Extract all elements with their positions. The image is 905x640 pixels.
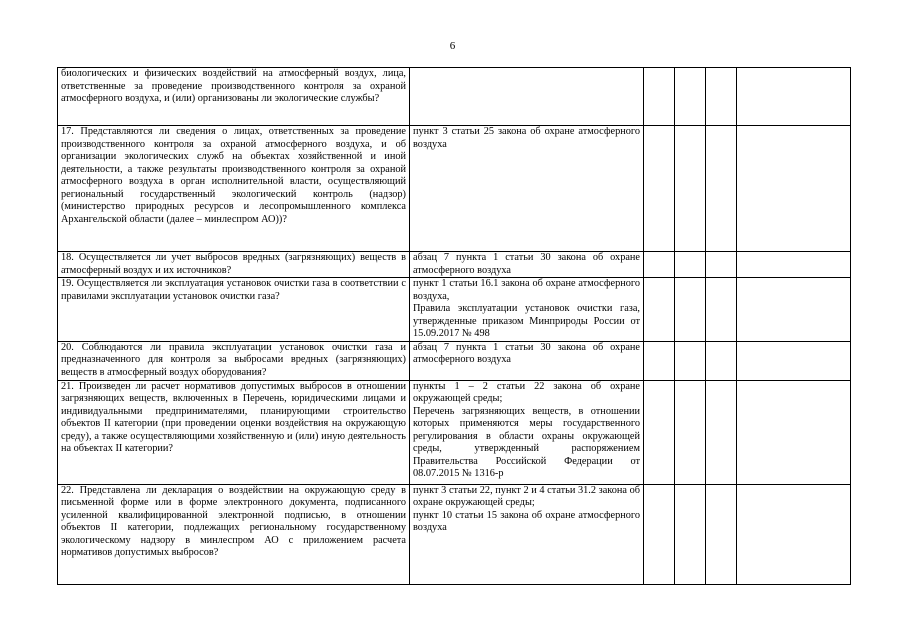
answer-no-cell [675,380,706,484]
answer-no-cell [675,126,706,252]
answer-no-cell [675,68,706,126]
answer-no-cell [675,252,706,278]
legal-reference-line: пункт 1 статьи 16.1 закона об охране атмосферного воздуха, [413,278,640,302]
answer-yes-cell [644,341,675,380]
checklist-table [57,67,851,585]
answer-na-cell [706,68,737,126]
legal-reference-cell [410,341,644,380]
answer-na-cell [706,484,737,584]
table-row [58,380,851,484]
answer-na-cell [706,380,737,484]
legal-reference-cell [410,380,644,484]
legal-reference-cell [410,278,644,342]
answer-na-cell [706,252,737,278]
answer-yes-cell [644,68,675,126]
question-cell: 20. Соблюдаются ли правила эксплуатации установок очистки газа и предназначенного для контроля за выбросами вредных (загрязняющих) веществ в атмосферный воздух оборудования? [58,341,410,380]
table-row [58,252,851,278]
answer-na-cell [706,278,737,342]
table-row [58,341,851,380]
legal-reference-cell [410,484,644,584]
legal-reference-line: пункт 3 статьи 22, пункт 2 и 4 статьи 31.2 закона об охране окружающей среды; [413,484,640,508]
table-row [58,126,851,252]
legal-reference-cell [410,252,644,278]
question-cell: биологических и физических воздействий на атмосферный воздух, лица, ответственные за проведение производственного контроля за охраной атмосферного воздуха, и (или) организованы ли экологические службы? [58,68,410,126]
legal-reference-line: пункт 10 статьи 15 закона об охране атмосферного воздуха [413,509,640,533]
answer-no-cell [675,278,706,342]
legal-reference-line: Правила эксплуатации установок очистки газа, утвержденные приказом Минприроды России от 15.09.2017 № 498 [413,303,640,339]
legal-reference-cell [410,126,644,252]
legal-reference-line: пункт 3 статьи 25 закона об охране атмосферного воздуха [413,126,640,150]
note-cell [737,278,851,342]
answer-yes-cell [644,252,675,278]
note-cell [737,484,851,584]
question-cell: 17. Представляются ли сведения о лицах, ответственных за проведение производственного контроля за охраной атмосферного воздуха, и об организации экологических служб на объектах хозяйственной и иной деятельности, а также результаты производственного контроля за охраной атмосферного воздуха в орган исполнительной власти, осуществляющий региональный государственный экологический контроль (надзор) (министерство природных ресурсов и лесопромышленного комплекса Архангельской области (далее – минлеспром АО))? [58,126,410,252]
note-cell [737,380,851,484]
legal-reference-line: абзац 7 пункта 1 статьи 30 закона об охране атмосферного воздуха [413,341,640,365]
legal-reference-line: пункты 1 – 2 статьи 22 закона об охране окружающей среды; [413,380,640,404]
legal-reference-line: абзац 7 пункта 1 статьи 30 закона об охране атмосферного воздуха [413,252,640,276]
checklist-body [58,68,851,585]
note-cell [737,341,851,380]
table-row [58,278,851,342]
note-cell [737,68,851,126]
note-cell [737,252,851,278]
answer-yes-cell [644,126,675,252]
table-row [58,68,851,126]
legal-reference-line: Перечень загрязняющих веществ, в отношении которых применяются меры государственного регулирования в области охраны окружающей среды, утвержденный распоряжением Правительства Российской Федерации от 08.07.2015 № 1316-р [413,405,640,479]
question-cell: 22. Представлена ли декларация о воздействии на окружающую среду в письменной форме или в форме электронного документа, подписанного усиленной квалифицированной электронной подписью, в отношении объектов II категории, подлежащих региональному государственному экологическому надзору в минлеспром АО с приложением расчета нормативов допустимых выбросов? [58,484,410,584]
answer-na-cell [706,126,737,252]
answer-yes-cell [644,278,675,342]
answer-no-cell [675,484,706,584]
answer-yes-cell [644,380,675,484]
question-cell: 21. Произведен ли расчет нормативов допустимых выбросов в отношении загрязняющих веществ, включенных в Перечень, юридическими лицами и индивидуальными предпринимателями, планирующими строительство объектов II категории (при проведении оценки воздействия на окружающую среду), а также осуществляющими хозяйственную и (или) иную деятельность на объектах II категории? [58,380,410,484]
question-cell: 18. Осуществляется ли учет выбросов вредных (загрязняющих) веществ в атмосферный воздух и их источников? [58,252,410,278]
note-cell [737,126,851,252]
answer-na-cell [706,341,737,380]
table-row [58,484,851,584]
legal-reference-cell [410,68,644,126]
answer-no-cell [675,341,706,380]
question-cell: 19. Осуществляется ли эксплуатация установок очистки газа в соответствии с правилами эксплуатации установок очистки газа? [58,278,410,342]
answer-yes-cell [644,484,675,584]
page-number: 6 [449,40,456,52]
